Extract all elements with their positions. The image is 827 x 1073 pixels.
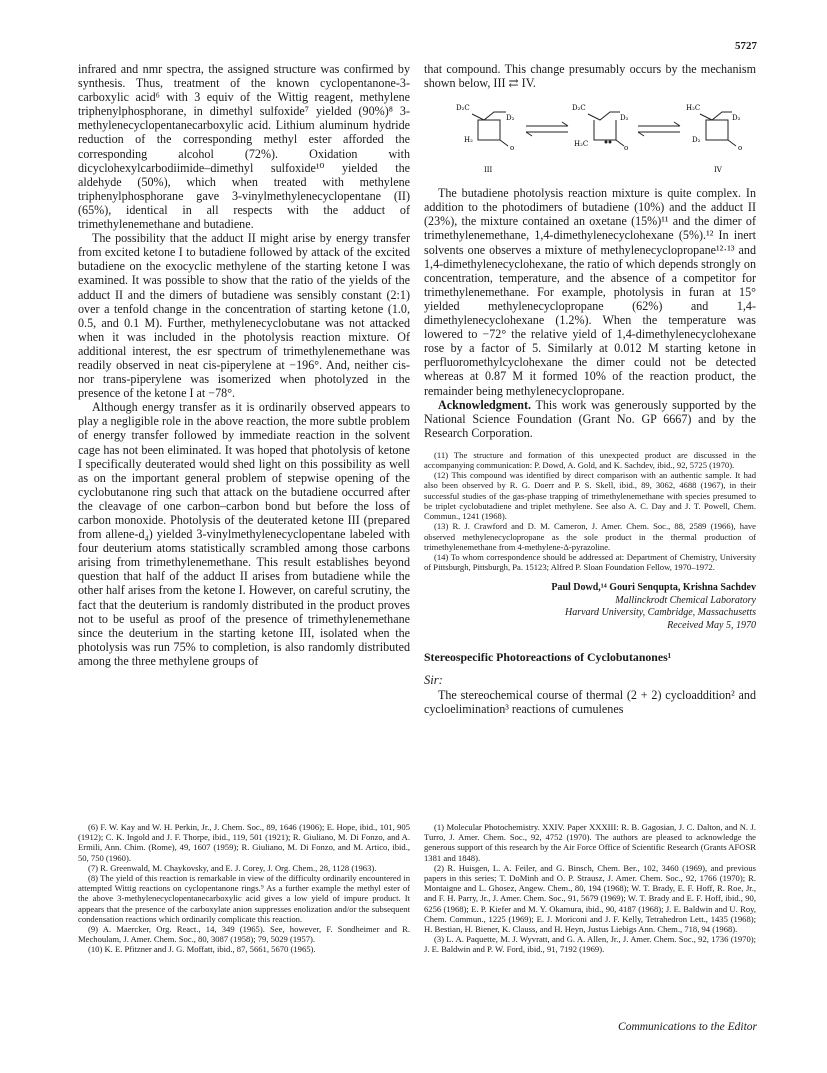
atom-label: D₂ <box>506 114 515 123</box>
paragraph: The stereochemical course of thermal (2 + 2) cycloaddition² and cycloelimination³ reactions of cumulenes <box>424 688 756 717</box>
oxygen-label: o <box>510 144 515 153</box>
atom-label: D₂ <box>692 136 701 145</box>
page-footer: Communications to the Editor <box>618 1021 757 1033</box>
compound-label: IV <box>714 166 722 175</box>
author-names: Paul Dowd,¹⁴ Gouri Senqupta, Krishna Sachdev <box>551 582 756 594</box>
footnote: (9) A. Maercker, Org. React., 14, 349 (1965). See, however, F. Sondheimer and R. Mechoulam, J. Amer. Chem. Soc., 80, 3087 (1958); 79, 5029 (1957). <box>78 924 410 945</box>
reaction-scheme <box>424 98 756 180</box>
left-column <box>78 62 410 668</box>
acknowledgment-text: This work was generously supported by the National Science Foundation (Grant No. GP 6667) and by the Research Corporation. <box>424 397 756 440</box>
compound-label: III <box>484 166 493 175</box>
atom-label: H₂ <box>464 136 473 145</box>
footnote: (11) The structure and formation of this unexpected product are discussed in the accompanying communication: P. Dowd, A. Gold, and K. Sachdev, ibid., 92, 5725 (1970). <box>424 449 756 471</box>
right-column <box>424 62 756 717</box>
footnotes-right <box>424 822 756 955</box>
acknowledgment-heading: Acknowledgment. <box>438 397 532 412</box>
molecule-iv <box>700 112 736 146</box>
scheme-drawing <box>424 98 756 180</box>
footnote: (7) R. Greenwald, M. Chaykovsky, and E. J. Corey, J. Org. Chem., 28, 1128 (1963). <box>88 862 377 873</box>
equilibrium-arrow-icon <box>526 122 568 136</box>
paragraph: that compound. This change presumably occurs by the mechanism shown below, III ⇄ IV. <box>424 62 756 91</box>
footnote: (14) To whom correspondence should be addressed at: Department of Chemistry, University of Pittsburgh, Pittsburgh, Pa. 15123; Alfred P. Sloan Foundation Fellow, 1970–1972. <box>424 551 756 573</box>
footnote: (13) R. J. Crawford and D. M. Cameron, J. Amer. Chem. Soc., 88, 2589 (1966), have observed methylenecyclopropane as the sole product in the thermal production of trimethylenemethane from 4-methylene-Δ-pyrazoline. <box>424 521 756 552</box>
paragraph: The possibility that the adduct II might arise by energy transfer from excited ketone I to butadiene followed by attack of the excited butadiene on the exocyclic methylene of the starting ketone I was examined. It was possible to show that the ratio of the yields of the adduct II and the dimers of butadiene was sensibly constant (2:1) over a tenfold change in the concentration of starting ketone (1.0, 0.5, and 0.1 M). Further, methylenecyclobutane was not attacked when it was included in the photolysis reaction mixture. Of additional interest, the esr spectrum of trimethylenemethane was readily observed in neat cis-piperylene at −196°. And, neither cis- nor trans-piperylene was isomerized when photolyzed in the presence of the ketone I at −78°. <box>78 231 410 401</box>
atom-label: D₂C <box>572 104 586 113</box>
page-number: 5727 <box>735 40 757 52</box>
affiliation-university: Harvard University, Cambridge, Massachusetts <box>564 607 756 619</box>
footnote: (3) L. A. Paquette, M. J. Wyvratt, and G. A. Allen, Jr., J. Amer. Chem. Soc., 92, 1736 (1970); J. E. Baldwin and P. W. Ford, ibid., 91, 7192 (1969). <box>424 934 756 955</box>
footnote: (12) This compound was identified by direct comparison with an authentic sample. It had also been observed by R. G. Doerr and P. S. Skell, ibid., 89, 3062, 4688 (1967), in their successful studies of the gas-phase trapping of trimethylenemethane with species presumed to be triplet cyclobutadiene and triplet methylene. See also A. C. Day and J. T. Powell, Chem. Commun., 1241 (1968). <box>424 470 756 522</box>
author-block <box>424 582 756 632</box>
footnote: (10) K. E. Pfitzner and J. G. Moffatt, ibid., 87, 5661, 5670 (1965). <box>88 944 316 955</box>
received-date: Received May 5, 1970 <box>667 619 756 631</box>
paragraph: The butadiene photolysis reaction mixture is quite complex. In addition to the photodimers of butadiene (10%) and the adduct II (23%), the mixture contained an oxetane (15%)¹¹ and the dimer of trimethylenemethane, 1,4-dimethylenecyclohexane (5%).¹² In inert solvents one observes a mixture of methylenecyclopropane¹²·¹³ and 1,4-dimethylenecyclohexane, the ratio of which depends strongly on concentration, temperature, and the absence of a competitor for trimethylenemethane. For example, photolysis in furan at 15° yielded methylenecyclopropane (62%) and 1,4-dimethylenecyclohexane (1.2%). When the temperature was lowered to −72° the relative yield of 1,4-dimethylenecyclohexane rose by a factor of 5. Similarly at 0.012 M starting ketone in perfluoromethylcyclohexane the dimer could not be detected whereas at 0.87 M it formed 10% of the reaction product, the remainder being methylenecyclopropane. <box>424 186 756 398</box>
equilibrium-arrow-icon <box>638 122 680 136</box>
oxygen-label: o <box>738 144 743 153</box>
affiliation-lab: Mallinckrodt Chemical Laboratory <box>615 594 756 606</box>
footnote: (1) Molecular Photochemistry. XXIV. Paper XXXIII: R. B. Gagosian, J. C. Dalton, and N. J. Turro, J. Amer. Chem. Soc., 92, 4752 (1970). The authors are pleased to acknowledge the generous support of this research by the Air Force Office of Scientific Research (Grants AFOSR 1381 and 1848). <box>424 822 756 863</box>
acknowledgment <box>424 398 756 440</box>
footnote: (8) The yield of this reaction is remarkable in view of the difficulty ordinarily encountered in attempted Wittig reactions on cyclopentanone rings.⁹ As a further example the methyl ester of the above 3-methylenecyclopentanecarboxylic acid gives a low yield of impure product. It appears that the presence of the carboxylate anion suppresses enolization and/or the subsequent condensation reactions which ordinarily complicate this reaction. <box>78 873 410 924</box>
atom-label: D₂ <box>732 114 741 123</box>
footnotes-left <box>78 822 410 955</box>
paragraph: Although energy transfer as it is ordinarily observed appears to play a negligible role in the above reaction, the more subtle problem of energy transfer followed by immediate reaction in the solvent cage has not been eliminated. It was hoped that photolysis of ketone I specifically deuterated would shed light on this possibility as well as on the important general problem of stepwise opening of the cyclobutanone ring such that attack on the butadiene occurred after the cleavage of one carbon–carbon bond but before the loss of carbon monoxide. Photolysis of the deuterated ketone III (prepared from allene-d₄) yielded 3-vinylmethylenecyclopentane labeled with four deuterium atoms statistically scrambled among those carbons arising from trimethylenemethane. This result establishes beyond question that half of the adduct II arises from butadiene while the other half arises from the ketone I. However, on careful scrutiny, the fact that the deuterium is randomly distributed in the product proves not to be useful as proof of the presence of trimethylenemethane since the deuterium in the starting ketone III, isolated when the photolysis was run 75% to completion, is also randomly distributed among the three methylene groups of <box>78 400 410 668</box>
salutation: Sir: <box>424 673 443 688</box>
molecule-intermediate <box>588 112 624 146</box>
atom-label: D₂ <box>620 114 629 123</box>
footnotes <box>424 450 756 572</box>
article-title: Stereospecific Photoreactions of Cyclobutanones¹ <box>424 650 672 665</box>
footnote: (6) F. W. Kay and W. H. Perkin, Jr., J. Chem. Soc., 89, 1646 (1906); E. Hope, ibid., 101, 905 (1912); C. K. Ingold and J. F. Thorpe, ibid., 119, 501 (1921); R. Giuliano, M. Di Fonzo, and A. Ermili, Ann. Chim. (Rome), 49, 1607 (1959); R. Giuliano, M. Di Fonzo, and M. Artico, ibid., 50, 750 (1960). <box>78 822 410 863</box>
atom-label: D₂C <box>456 104 470 113</box>
oxygen-label: o <box>624 144 629 153</box>
paragraph: infrared and nmr spectra, the assigned structure was confirmed by synthesis. Thus, treatment of the known cyclopentanone-3-carboxylic acid⁶ with 3 equiv of the Wittig reagent, methylene triphenylphosphorane, in dimethyl sulfoxide⁷ yielded (90%)⁸ 3-methylenecyclopentanecarboxylic acid. Lithium aluminum hydride reduction of the corresponding methyl ester afforded the corresponding alcohol (72%). Oxidation with dicyclohexylcarbodiimide–dimethyl sulfoxide¹⁰ yielded the aldehyde (50%), which when treated with methylene triphenylphosphorane gave 3-vinylmethylenecyclopentane (II) (65%), identical in all respects with the adduct of trimethylenemethane and butadiene. <box>78 62 410 232</box>
atom-label: H₂C <box>574 140 589 149</box>
atom-label: H₂C <box>686 104 701 113</box>
footnote: (2) R. Huisgen, L. A. Feiler, and G. Binsch, Chem. Ber., 102, 3460 (1969), and previous papers in this series; T. DoMinh and O. P. Strausz, J. Amer. Chem. Soc., 92, 1766 (1970); R. Montaigne and L. Ghosez, Angew. Chem., 80, 194 (1968); W. T. Brady, E. F. Hoff, R. Roe, Jr., and F. H. Parry, Jr., J. Amer. Chem. Soc., 91, 5679 (1969); W. T. Brady and E. F. Hoff, ibid., 90, 6256 (1968); E. P. Kiefer and M. Y. Okamura, ibid., 90, 4187 (1968); J. E. Baldwin and U. Roy, Chem. Commun., 1225 (1969); E. J. Moriconi and J. F. Kelly, Tetrahedron Lett., 1435 (1968); H. Bestian, H. Biener, K. Clauss, and H. Heyn, Justus Liebigs Ann. Chem., 718, 94 (1968). <box>424 862 756 935</box>
molecule-iii <box>472 112 508 146</box>
